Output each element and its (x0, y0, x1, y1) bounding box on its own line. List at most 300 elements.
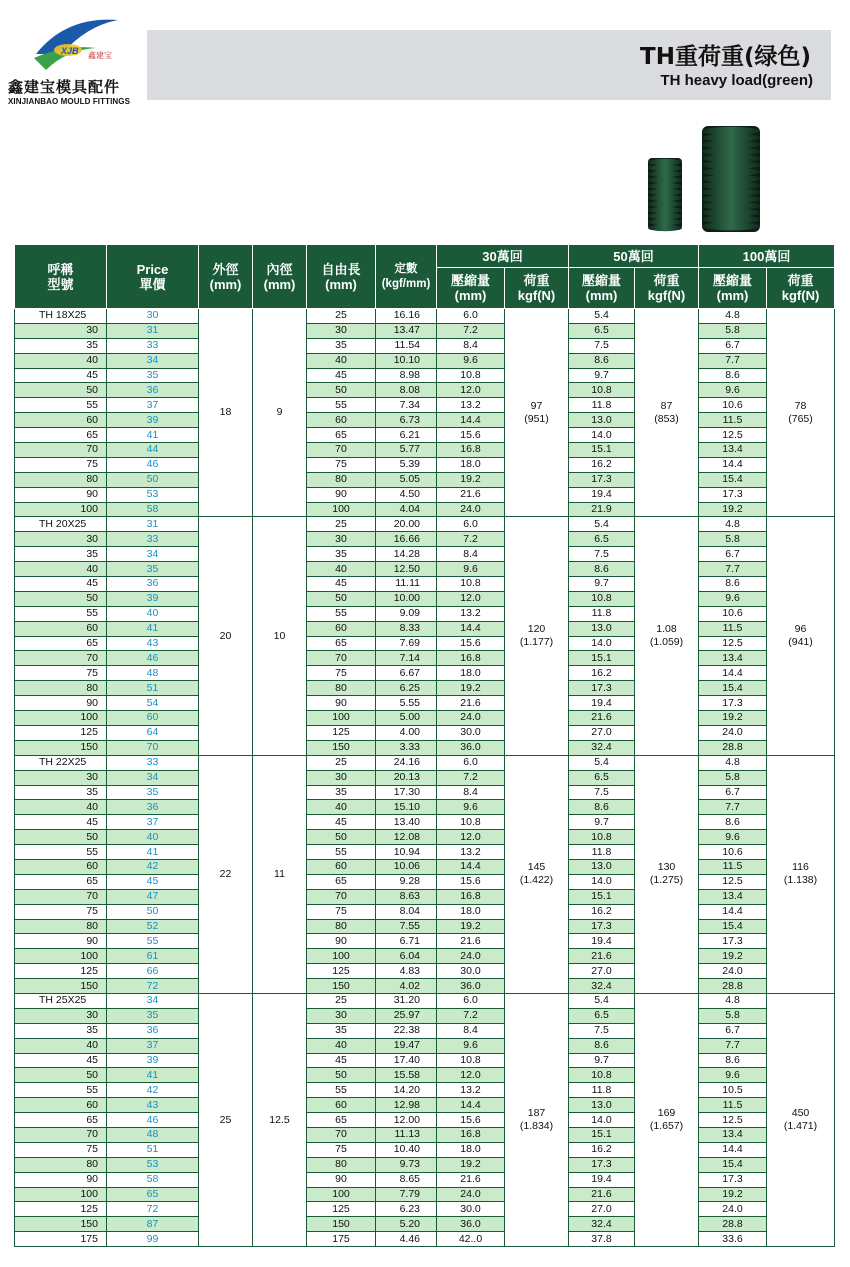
compression-30-cell: 24.0 (437, 711, 505, 726)
table-row (15, 1038, 835, 1053)
price-cell: 48 (107, 666, 199, 681)
price-cell: 61 (107, 949, 199, 964)
compression-100-cell: 5.8 (699, 532, 767, 547)
free-length-cell: 25 (307, 993, 376, 1008)
constant-cell: 10.94 (376, 845, 437, 860)
compression-50-cell: 19.4 (569, 934, 635, 949)
free-length-cell: 65 (307, 1113, 376, 1128)
compression-50-cell: 13.0 (569, 1098, 635, 1113)
compression-30-cell: 18.0 (437, 904, 505, 919)
table-row (15, 711, 835, 726)
model-length-cell: 50 (15, 383, 107, 398)
compression-30-cell: 24.0 (437, 1187, 505, 1202)
table-row (15, 979, 835, 994)
constant-cell: 5.05 (376, 472, 437, 487)
compression-50-cell: 16.2 (569, 904, 635, 919)
header-price: Price 單價 (107, 245, 199, 309)
model-length-cell: 80 (15, 1157, 107, 1172)
model-length-cell: 45 (15, 368, 107, 383)
table-row (15, 889, 835, 904)
free-length-cell: 45 (307, 368, 376, 383)
load-100-cell: 450 (1.471) (767, 993, 835, 1246)
price-cell: 46 (107, 1113, 199, 1128)
compression-100-cell: 13.4 (699, 651, 767, 666)
compression-100-cell: 4.8 (699, 309, 767, 324)
compression-50-cell: 16.2 (569, 457, 635, 472)
compression-50-cell: 7.5 (569, 338, 635, 353)
price-cell: 58 (107, 502, 199, 517)
constant-cell: 11.54 (376, 338, 437, 353)
constant-cell: 12.08 (376, 830, 437, 845)
compression-100-cell: 10.6 (699, 398, 767, 413)
load-100-cell: 96 (941) (767, 517, 835, 755)
table-row (15, 1172, 835, 1187)
header-outer-diameter: 外徑 (mm) (199, 245, 253, 309)
model-length-cell: 90 (15, 696, 107, 711)
model-length-cell: 65 (15, 636, 107, 651)
compression-50-cell: 16.2 (569, 666, 635, 681)
constant-cell: 20.00 (376, 517, 437, 532)
compression-30-cell: 19.2 (437, 919, 505, 934)
price-cell: 41 (107, 1068, 199, 1083)
compression-100-cell: 17.3 (699, 1172, 767, 1187)
price-cell: 50 (107, 904, 199, 919)
model-length-cell: 70 (15, 1127, 107, 1142)
table-row (15, 1142, 835, 1157)
constant-cell: 4.83 (376, 964, 437, 979)
page-title-cn: TH重荷重(绿色) (640, 44, 811, 70)
free-length-cell: 55 (307, 845, 376, 860)
constant-cell: 19.47 (376, 1038, 437, 1053)
free-length-cell: 125 (307, 964, 376, 979)
constant-cell: 10.00 (376, 591, 437, 606)
compression-50-cell: 14.0 (569, 636, 635, 651)
compression-100-cell: 17.3 (699, 487, 767, 502)
compression-50-cell: 19.4 (569, 696, 635, 711)
constant-cell: 4.00 (376, 725, 437, 740)
compression-30-cell: 6.0 (437, 517, 505, 532)
model-length-cell: 35 (15, 547, 107, 562)
model-length-cell: 35 (15, 785, 107, 800)
compression-30-cell: 21.6 (437, 487, 505, 502)
compression-30-cell: 10.8 (437, 815, 505, 830)
table-row (15, 1157, 835, 1172)
free-length-cell: 30 (307, 532, 376, 547)
constant-cell: 8.33 (376, 621, 437, 636)
free-length-cell: 60 (307, 621, 376, 636)
constant-cell: 13.47 (376, 323, 437, 338)
constant-cell: 6.73 (376, 413, 437, 428)
compression-50-cell: 7.5 (569, 547, 635, 562)
free-length-cell: 60 (307, 859, 376, 874)
compression-30-cell: 36.0 (437, 740, 505, 755)
compression-30-cell: 30.0 (437, 964, 505, 979)
table-row (15, 1053, 835, 1068)
load-30-cell: 97 (951) (505, 309, 569, 517)
compression-100-cell: 4.8 (699, 517, 767, 532)
price-cell: 42 (107, 859, 199, 874)
compression-50-cell: 8.6 (569, 800, 635, 815)
brand-name-en: XINJIANBAO MOULD FITTINGS (8, 97, 131, 106)
logo-cn: 鑫建宝 (88, 51, 112, 60)
compression-50-cell: 32.4 (569, 740, 635, 755)
compression-50-cell: 9.7 (569, 1053, 635, 1068)
model-length-cell: 90 (15, 487, 107, 502)
price-cell: 34 (107, 993, 199, 1008)
compression-30-cell: 7.2 (437, 770, 505, 785)
constant-cell: 7.69 (376, 636, 437, 651)
compression-100-cell: 13.4 (699, 889, 767, 904)
compression-30-cell: 7.2 (437, 532, 505, 547)
table-row (15, 577, 835, 592)
price-cell: 40 (107, 606, 199, 621)
compression-100-cell: 8.6 (699, 577, 767, 592)
model-length-cell: 100 (15, 502, 107, 517)
header-1m-cycles: 100萬回 (699, 245, 835, 268)
model-length-cell: 75 (15, 457, 107, 472)
free-length-cell: 100 (307, 502, 376, 517)
compression-50-cell: 15.1 (569, 889, 635, 904)
compression-50-cell: 14.0 (569, 874, 635, 889)
table-row (15, 725, 835, 740)
compression-100-cell: 11.5 (699, 621, 767, 636)
model-length-cell: 30 (15, 770, 107, 785)
compression-30-cell: 24.0 (437, 502, 505, 517)
constant-cell: 4.04 (376, 502, 437, 517)
constant-cell: 12.50 (376, 562, 437, 577)
constant-cell: 16.66 (376, 532, 437, 547)
compression-50-cell: 19.4 (569, 487, 635, 502)
table-row (15, 353, 835, 368)
free-length-cell: 70 (307, 651, 376, 666)
free-length-cell: 35 (307, 785, 376, 800)
green-springs-image (640, 120, 770, 235)
model-length-cell: 100 (15, 1187, 107, 1202)
model-length-cell: 35 (15, 338, 107, 353)
free-length-cell: 35 (307, 547, 376, 562)
constant-cell: 4.02 (376, 979, 437, 994)
model-length-cell: 50 (15, 830, 107, 845)
table-row (15, 383, 835, 398)
table-row (15, 487, 835, 502)
price-cell: 33 (107, 755, 199, 770)
free-length-cell: 75 (307, 666, 376, 681)
header-compression-100: 壓縮量 (mm) (699, 268, 767, 309)
price-cell: 36 (107, 383, 199, 398)
compression-50-cell: 21.6 (569, 711, 635, 726)
compression-100-cell: 14.4 (699, 1142, 767, 1157)
model-length-cell: 65 (15, 1113, 107, 1128)
compression-30-cell: 8.4 (437, 338, 505, 353)
compression-50-cell: 5.4 (569, 309, 635, 324)
table-row (15, 651, 835, 666)
header-load-50: 荷重 kgf(N) (635, 268, 699, 309)
compression-100-cell: 28.8 (699, 979, 767, 994)
model-length-cell: 125 (15, 725, 107, 740)
price-cell: 52 (107, 919, 199, 934)
compression-100-cell: 15.4 (699, 472, 767, 487)
model-length-cell: 60 (15, 1098, 107, 1113)
compression-50-cell: 37.8 (569, 1232, 635, 1247)
model-length-cell: 75 (15, 666, 107, 681)
free-length-cell: 75 (307, 1142, 376, 1157)
compression-100-cell: 5.8 (699, 1008, 767, 1023)
constant-cell: 15.10 (376, 800, 437, 815)
compression-30-cell: 13.2 (437, 1083, 505, 1098)
free-length-cell: 90 (307, 1172, 376, 1187)
price-cell: 51 (107, 681, 199, 696)
compression-50-cell: 5.4 (569, 993, 635, 1008)
compression-30-cell: 7.2 (437, 323, 505, 338)
free-length-cell: 25 (307, 755, 376, 770)
compression-100-cell: 14.4 (699, 666, 767, 681)
table-row (15, 681, 835, 696)
table-row (15, 562, 835, 577)
compression-50-cell: 11.8 (569, 1083, 635, 1098)
compression-50-cell: 17.3 (569, 681, 635, 696)
price-cell: 34 (107, 547, 199, 562)
compression-100-cell: 9.6 (699, 1068, 767, 1083)
compression-30-cell: 14.4 (437, 621, 505, 636)
table-row (15, 696, 835, 711)
model-length-cell: 65 (15, 428, 107, 443)
compression-30-cell: 15.6 (437, 1113, 505, 1128)
constant-cell: 6.25 (376, 681, 437, 696)
constant-cell: 5.77 (376, 443, 437, 458)
compression-30-cell: 21.6 (437, 1172, 505, 1187)
header-compression-50: 壓縮量 (mm) (569, 268, 635, 309)
compression-100-cell: 10.6 (699, 845, 767, 860)
constant-cell: 8.65 (376, 1172, 437, 1187)
compression-100-cell: 7.7 (699, 562, 767, 577)
free-length-cell: 65 (307, 636, 376, 651)
constant-cell: 20.13 (376, 770, 437, 785)
free-length-cell: 80 (307, 919, 376, 934)
compression-30-cell: 24.0 (437, 949, 505, 964)
inner-diameter-cell: 9 (253, 309, 307, 517)
compression-30-cell: 19.2 (437, 1157, 505, 1172)
price-cell: 60 (107, 711, 199, 726)
model-length-cell: 100 (15, 949, 107, 964)
free-length-cell: 150 (307, 979, 376, 994)
compression-30-cell: 12.0 (437, 383, 505, 398)
compression-100-cell: 12.5 (699, 1113, 767, 1128)
model-length-cell: 40 (15, 562, 107, 577)
model-length-cell: 40 (15, 353, 107, 368)
compression-50-cell: 6.5 (569, 770, 635, 785)
price-cell: 33 (107, 532, 199, 547)
compression-30-cell: 14.4 (437, 859, 505, 874)
table-row (15, 636, 835, 651)
free-length-cell: 150 (307, 740, 376, 755)
compression-30-cell: 10.8 (437, 1053, 505, 1068)
compression-50-cell: 10.8 (569, 591, 635, 606)
compression-100-cell: 7.7 (699, 800, 767, 815)
compression-50-cell: 10.8 (569, 830, 635, 845)
table-row (15, 1083, 835, 1098)
model-cell: TH 18X25 (15, 309, 107, 324)
outer-diameter-cell: 22 (199, 755, 253, 993)
model-length-cell: 70 (15, 651, 107, 666)
compression-50-cell: 10.8 (569, 383, 635, 398)
inner-diameter-cell: 12.5 (253, 993, 307, 1246)
header-500k-cycles: 50萬回 (569, 245, 699, 268)
compression-100-cell: 28.8 (699, 740, 767, 755)
table-row (15, 428, 835, 443)
compression-50-cell: 11.8 (569, 606, 635, 621)
header-inner-diameter: 內徑 (mm) (253, 245, 307, 309)
price-cell: 53 (107, 1157, 199, 1172)
logo-text: XJB (61, 46, 79, 56)
model-length-cell: 55 (15, 1083, 107, 1098)
compression-100-cell: 6.7 (699, 1023, 767, 1038)
compression-50-cell: 9.7 (569, 368, 635, 383)
price-cell: 37 (107, 398, 199, 413)
free-length-cell: 25 (307, 309, 376, 324)
free-length-cell: 60 (307, 413, 376, 428)
price-cell: 51 (107, 1142, 199, 1157)
constant-cell: 9.09 (376, 606, 437, 621)
model-length-cell: 125 (15, 1202, 107, 1217)
price-cell: 46 (107, 457, 199, 472)
compression-100-cell: 14.4 (699, 904, 767, 919)
price-cell: 36 (107, 800, 199, 815)
price-cell: 55 (107, 934, 199, 949)
compression-100-cell: 9.6 (699, 830, 767, 845)
free-length-cell: 50 (307, 830, 376, 845)
model-length-cell: 90 (15, 1172, 107, 1187)
price-cell: 54 (107, 696, 199, 711)
table-row (15, 1068, 835, 1083)
compression-30-cell: 9.6 (437, 562, 505, 577)
compression-30-cell: 15.6 (437, 874, 505, 889)
table-row (15, 770, 835, 785)
compression-100-cell: 11.5 (699, 859, 767, 874)
compression-100-cell: 13.4 (699, 1127, 767, 1142)
constant-cell: 5.55 (376, 696, 437, 711)
header-compression-30: 壓縮量 (mm) (437, 268, 505, 309)
compression-100-cell: 12.5 (699, 636, 767, 651)
constant-cell: 13.40 (376, 815, 437, 830)
table-row (15, 830, 835, 845)
load-30-cell: 187 (1.834) (505, 993, 569, 1246)
compression-100-cell: 14.4 (699, 457, 767, 472)
table-row (15, 934, 835, 949)
constant-cell: 22.38 (376, 1023, 437, 1038)
compression-50-cell: 19.4 (569, 1172, 635, 1187)
constant-cell: 12.00 (376, 1113, 437, 1128)
compression-30-cell: 21.6 (437, 934, 505, 949)
price-cell: 41 (107, 621, 199, 636)
free-length-cell: 80 (307, 1157, 376, 1172)
compression-30-cell: 42..0 (437, 1232, 505, 1247)
compression-50-cell: 17.3 (569, 472, 635, 487)
free-length-cell: 100 (307, 711, 376, 726)
constant-cell: 10.10 (376, 353, 437, 368)
constant-cell: 24.16 (376, 755, 437, 770)
compression-50-cell: 21.6 (569, 1187, 635, 1202)
price-cell: 72 (107, 1202, 199, 1217)
compression-50-cell: 7.5 (569, 1023, 635, 1038)
inner-diameter-cell: 10 (253, 517, 307, 755)
constant-cell: 6.71 (376, 934, 437, 949)
model-length-cell: 30 (15, 1008, 107, 1023)
price-cell: 30 (107, 309, 199, 324)
model-length-cell: 50 (15, 591, 107, 606)
price-cell: 31 (107, 517, 199, 532)
constant-cell: 6.04 (376, 949, 437, 964)
compression-100-cell: 7.7 (699, 353, 767, 368)
model-length-cell: 70 (15, 443, 107, 458)
constant-cell: 15.58 (376, 1068, 437, 1083)
compression-100-cell: 8.6 (699, 1053, 767, 1068)
table-row (15, 413, 835, 428)
price-cell: 41 (107, 845, 199, 860)
compression-30-cell: 15.6 (437, 636, 505, 651)
table-row (15, 591, 835, 606)
outer-diameter-cell: 25 (199, 993, 253, 1246)
compression-30-cell: 13.2 (437, 606, 505, 621)
compression-100-cell: 33.6 (699, 1232, 767, 1247)
constant-cell: 7.55 (376, 919, 437, 934)
page-title-en: TH heavy load(green) (660, 72, 813, 89)
free-length-cell: 25 (307, 517, 376, 532)
compression-100-cell: 24.0 (699, 964, 767, 979)
compression-50-cell: 9.7 (569, 815, 635, 830)
load-50-cell: 87 (853) (635, 309, 699, 517)
free-length-cell: 40 (307, 353, 376, 368)
constant-cell: 5.39 (376, 457, 437, 472)
model-length-cell: 65 (15, 874, 107, 889)
compression-50-cell: 17.3 (569, 919, 635, 934)
constant-cell: 10.06 (376, 859, 437, 874)
table-row (15, 398, 835, 413)
table-row (15, 621, 835, 636)
constant-cell: 9.73 (376, 1157, 437, 1172)
table-row (15, 606, 835, 621)
price-cell: 34 (107, 353, 199, 368)
constant-cell: 14.20 (376, 1083, 437, 1098)
compression-100-cell: 6.7 (699, 338, 767, 353)
table-row (15, 949, 835, 964)
free-length-cell: 55 (307, 1083, 376, 1098)
compression-100-cell: 19.2 (699, 949, 767, 964)
compression-50-cell: 27.0 (569, 725, 635, 740)
table-row (15, 800, 835, 815)
compression-50-cell: 10.8 (569, 1068, 635, 1083)
table-row (15, 919, 835, 934)
compression-30-cell: 14.4 (437, 1098, 505, 1113)
table-row (15, 1113, 835, 1128)
inner-diameter-cell: 11 (253, 755, 307, 993)
free-length-cell: 40 (307, 562, 376, 577)
compression-50-cell: 21.9 (569, 502, 635, 517)
free-length-cell: 30 (307, 1008, 376, 1023)
model-length-cell: 40 (15, 1038, 107, 1053)
constant-cell: 8.98 (376, 368, 437, 383)
compression-100-cell: 7.7 (699, 1038, 767, 1053)
free-length-cell: 65 (307, 428, 376, 443)
price-cell: 99 (107, 1232, 199, 1247)
compression-50-cell: 16.2 (569, 1142, 635, 1157)
compression-50-cell: 14.0 (569, 428, 635, 443)
free-length-cell: 45 (307, 577, 376, 592)
model-length-cell: 75 (15, 1142, 107, 1157)
load-50-cell: 169 (1.657) (635, 993, 699, 1246)
compression-30-cell: 18.0 (437, 457, 505, 472)
constant-cell: 17.40 (376, 1053, 437, 1068)
compression-50-cell: 32.4 (569, 979, 635, 994)
